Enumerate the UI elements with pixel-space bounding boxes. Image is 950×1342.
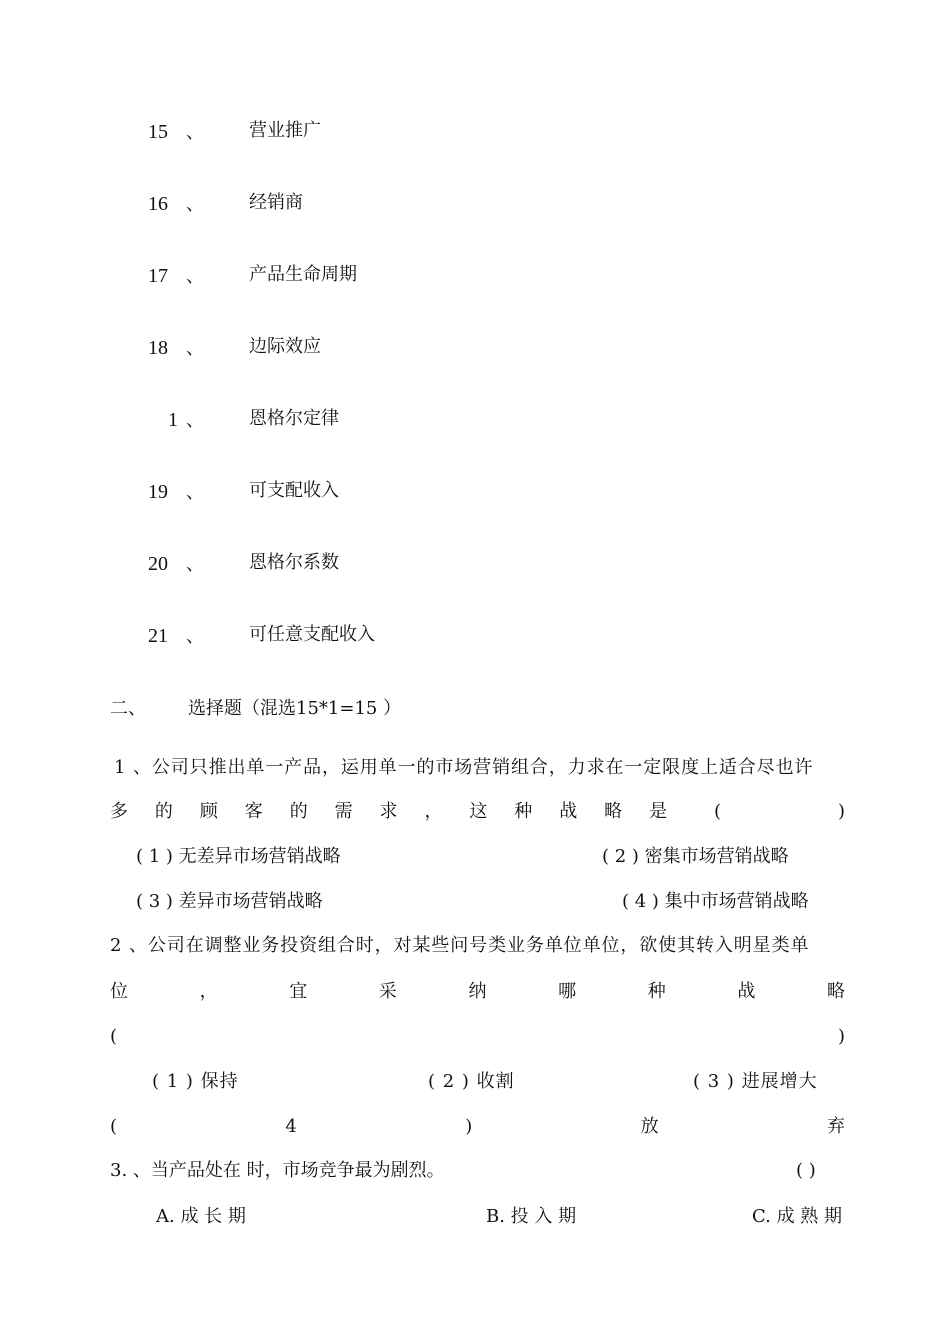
answer-paren-open: ( bbox=[110, 1026, 118, 1047]
text-char: 位 bbox=[110, 981, 128, 1002]
term-separator: 、 bbox=[186, 194, 204, 215]
section-prefix: 二、 bbox=[110, 698, 146, 719]
text-char: 种 bbox=[514, 801, 533, 822]
text-char: 需 bbox=[334, 801, 353, 822]
text-char: 求 bbox=[379, 801, 398, 822]
term-number: 1 bbox=[168, 409, 178, 431]
term-number: 16 bbox=[148, 193, 168, 215]
option-1: ( 1 ) 无差异市场营销战略 bbox=[136, 846, 341, 867]
text-char: 采 bbox=[378, 981, 397, 1002]
text-char: ( bbox=[110, 1116, 118, 1137]
question-text: 3. 、当产品处在 时，市场竞争最为剧烈。 bbox=[110, 1160, 445, 1181]
term-separator: 、 bbox=[186, 410, 204, 431]
term-number: 17 bbox=[148, 265, 168, 287]
text-char: ) bbox=[837, 801, 845, 822]
option-4 bbox=[110, 1118, 845, 1136]
text-char: 这 bbox=[469, 801, 488, 822]
term-separator: 、 bbox=[186, 482, 204, 503]
text-char: ) bbox=[465, 1116, 473, 1137]
question-text: 1 、公司只推出单一产品，运用单一的市场营销组合，力求在一定限度上适合尽也许 bbox=[114, 757, 814, 778]
text-char: 略 bbox=[827, 981, 845, 1002]
text-char: 顾 bbox=[199, 801, 218, 822]
question-text-spread bbox=[110, 983, 845, 1001]
term-label: 恩格尔系数 bbox=[249, 552, 339, 573]
option-1: ( 1 ) 保持 bbox=[152, 1071, 239, 1092]
term-number: 15 bbox=[148, 121, 168, 143]
text-char: 战 bbox=[559, 801, 578, 822]
option-3: ( 3 ) 进展增大 bbox=[693, 1071, 818, 1092]
section-title: 选择题（混选15*1=15 ） bbox=[188, 698, 402, 719]
term-label: 可任意支配收入 bbox=[249, 624, 375, 645]
text-char: ， bbox=[199, 981, 218, 1002]
text-char: 纳 bbox=[468, 981, 487, 1002]
term-label: 恩格尔定律 bbox=[249, 408, 339, 429]
option-c: C. 成 熟 期 bbox=[752, 1206, 843, 1227]
question-text-spread bbox=[110, 803, 845, 821]
term-separator: 、 bbox=[186, 122, 204, 143]
text-char: 4 bbox=[285, 1116, 297, 1137]
answer-paren-close: ) bbox=[838, 1026, 846, 1047]
text-char: ， bbox=[424, 801, 443, 822]
answer-paren: ( ) bbox=[796, 1160, 816, 1181]
text-char: 的 bbox=[154, 801, 173, 822]
text-char: 多 bbox=[110, 801, 128, 822]
term-separator: 、 bbox=[186, 266, 204, 287]
option-4: ( 4 ) 集中市场营销战略 bbox=[622, 891, 809, 912]
text-char: 种 bbox=[647, 981, 666, 1002]
text-char: 宜 bbox=[289, 981, 308, 1002]
question-text: 2 、公司在调整业务投资组合时，对某些问号类业务单位单位，欲使其转入明星类单 bbox=[110, 935, 810, 956]
term-number: 21 bbox=[148, 625, 168, 647]
term-separator: 、 bbox=[186, 338, 204, 359]
option-2: ( 2 ) 密集市场营销战略 bbox=[602, 846, 789, 867]
option-2: ( 2 ) 收割 bbox=[428, 1071, 515, 1092]
text-char: 是 bbox=[649, 801, 668, 822]
term-label: 边际效应 bbox=[249, 336, 321, 357]
text-char: 放 bbox=[640, 1116, 659, 1137]
text-char: 略 bbox=[604, 801, 623, 822]
term-label: 经销商 bbox=[249, 192, 303, 213]
term-label: 营业推广 bbox=[249, 120, 321, 141]
text-char: 的 bbox=[289, 801, 308, 822]
term-number: 19 bbox=[148, 481, 168, 503]
term-label: 产品生命周期 bbox=[249, 264, 357, 285]
term-number: 20 bbox=[148, 553, 168, 575]
option-a: A. 成 长 期 bbox=[156, 1206, 246, 1227]
option-3: ( 3 ) 差异市场营销战略 bbox=[136, 891, 323, 912]
text-char: 弃 bbox=[826, 1116, 845, 1137]
text-char: 哪 bbox=[558, 981, 577, 1002]
text-char: ( bbox=[713, 801, 722, 822]
text-char: 战 bbox=[737, 981, 756, 1002]
term-separator: 、 bbox=[186, 554, 204, 575]
text-char: 客 bbox=[244, 801, 263, 822]
term-separator: 、 bbox=[186, 626, 204, 647]
option-b: B. 投 入 期 bbox=[486, 1206, 577, 1227]
term-label: 可支配收入 bbox=[249, 480, 339, 501]
term-number: 18 bbox=[148, 337, 168, 359]
